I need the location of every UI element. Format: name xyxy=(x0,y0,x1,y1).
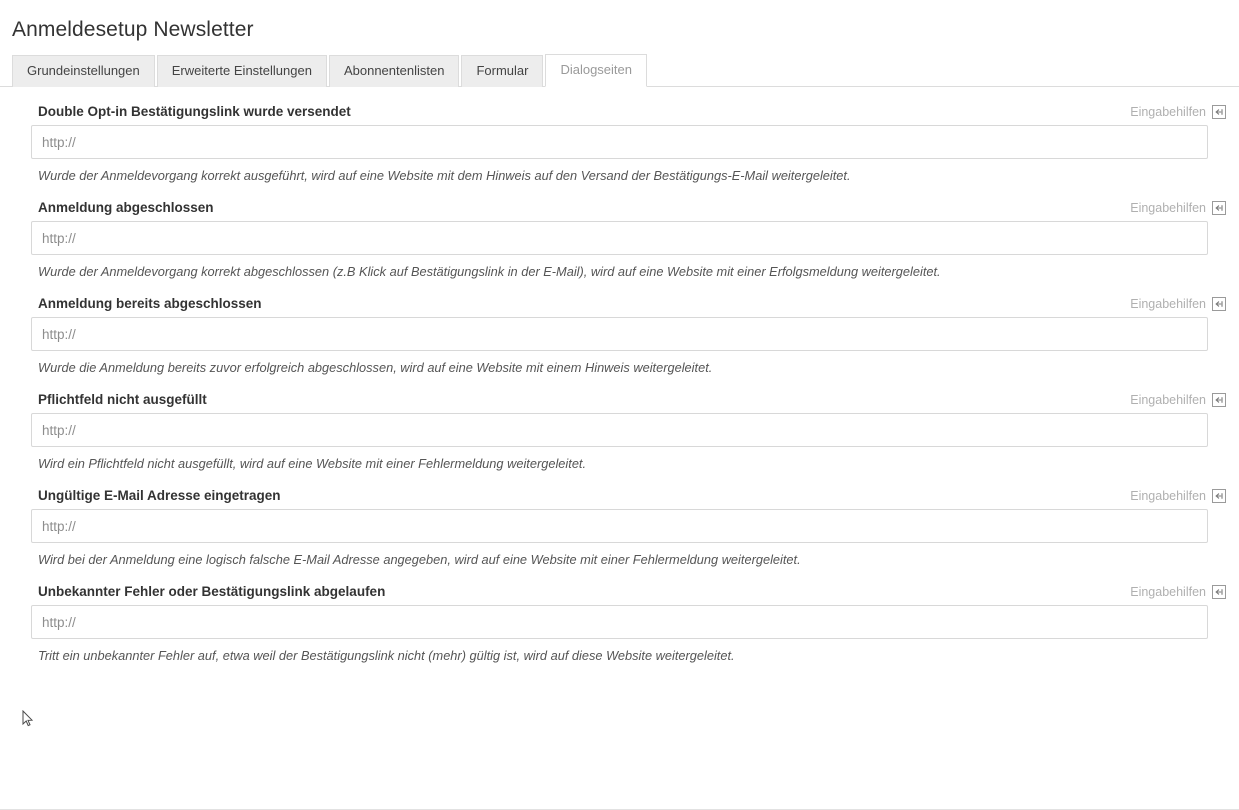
field-header xyxy=(12,200,1227,221)
insert-field-icon[interactable] xyxy=(1212,201,1226,215)
field-block xyxy=(12,279,1227,375)
dialog-url-input[interactable] xyxy=(31,317,1208,351)
field-header xyxy=(12,104,1227,125)
field-block xyxy=(12,87,1227,183)
field-label: Unbekannter Fehler oder Bestätigungslink abgelaufen xyxy=(38,584,386,599)
dialog-url-input[interactable] xyxy=(31,125,1208,159)
tab-formular[interactable]: Formular xyxy=(461,55,543,87)
field-description: Wurde die Anmeldung bereits zuvor erfolgreich abgeschlossen, wird auf eine Website mit einem Hinweis weitergeleitet. xyxy=(38,360,713,375)
field-description: Wurde der Anmeldevorgang korrekt abgeschlossen (z.B Klick auf Bestätigungslink in der E-Mail), wird auf eine Website mit einer Erfolgsmeldung weitergeleitet. xyxy=(38,264,941,279)
insert-field-icon[interactable] xyxy=(1212,105,1226,119)
field-header xyxy=(12,488,1227,509)
tab-bar xyxy=(0,54,1239,87)
field-description: Wurde der Anmeldevorgang korrekt ausgeführt, wird auf eine Website mit dem Hinweis auf den Versand der Bestätigungs-E-Mail weitergeleitet. xyxy=(38,168,851,183)
dialogseiten-panel xyxy=(0,87,1239,663)
field-header xyxy=(12,296,1227,317)
field-block xyxy=(12,375,1227,471)
insert-field-icon[interactable] xyxy=(1212,297,1226,311)
field-header xyxy=(12,392,1227,413)
insert-field-icon[interactable] xyxy=(1212,393,1226,407)
input-helpers-control[interactable] xyxy=(1130,489,1226,503)
field-label: Ungültige E-Mail Adresse eingetragen xyxy=(38,488,281,503)
input-helpers-label: Eingabehilfen xyxy=(1130,584,1206,599)
input-helpers-control[interactable] xyxy=(1130,297,1226,311)
input-helpers-label: Eingabehilfen xyxy=(1130,392,1206,407)
field-label: Double Opt-in Bestätigungslink wurde versendet xyxy=(38,104,351,119)
insert-field-icon[interactable] xyxy=(1212,489,1226,503)
page-title: Anmeldesetup Newsletter xyxy=(12,18,254,41)
tab-dialogseiten[interactable]: Dialogseiten xyxy=(545,54,647,87)
tab-grundeinstellungen[interactable]: Grundeinstellungen xyxy=(12,55,155,87)
dialog-url-input[interactable] xyxy=(31,509,1208,543)
input-helpers-label: Eingabehilfen xyxy=(1130,200,1206,215)
input-helpers-control[interactable] xyxy=(1130,201,1226,215)
input-helpers-label: Eingabehilfen xyxy=(1130,104,1206,119)
field-header xyxy=(12,584,1227,605)
field-label: Anmeldung abgeschlossen xyxy=(38,200,214,215)
field-description: Wird bei der Anmeldung eine logisch falsche E-Mail Adresse angegeben, wird auf eine Website mit einer Fehlermeldung weitergeleitet. xyxy=(38,552,801,567)
input-helpers-label: Eingabehilfen xyxy=(1130,488,1206,503)
field-block xyxy=(12,471,1227,567)
field-block xyxy=(12,567,1227,663)
tab-erweiterte-einstellungen[interactable]: Erweiterte Einstellungen xyxy=(157,55,327,87)
field-description: Wird ein Pflichtfeld nicht ausgefüllt, wird auf eine Website mit einer Fehlermeldung weitergeleitet. xyxy=(38,456,587,471)
mouse-cursor xyxy=(22,710,34,728)
field-label: Anmeldung bereits abgeschlossen xyxy=(38,296,262,311)
insert-field-icon[interactable] xyxy=(1212,585,1226,599)
dialog-url-input[interactable] xyxy=(31,221,1208,255)
input-helpers-control[interactable] xyxy=(1130,105,1226,119)
input-helpers-label: Eingabehilfen xyxy=(1130,296,1206,311)
field-label: Pflichtfeld nicht ausgefüllt xyxy=(38,392,207,407)
dialog-url-input[interactable] xyxy=(31,413,1208,447)
input-helpers-control[interactable] xyxy=(1130,393,1226,407)
field-description: Tritt ein unbekannter Fehler auf, etwa weil der Bestätigungslink nicht (mehr) gültig ist, wird auf diese Website weitergeleitet. xyxy=(38,648,735,663)
dialog-url-input[interactable] xyxy=(31,605,1208,639)
field-block xyxy=(12,183,1227,279)
input-helpers-control[interactable] xyxy=(1130,585,1226,599)
tab-abonnentenlisten[interactable]: Abonnentenlisten xyxy=(329,55,459,87)
